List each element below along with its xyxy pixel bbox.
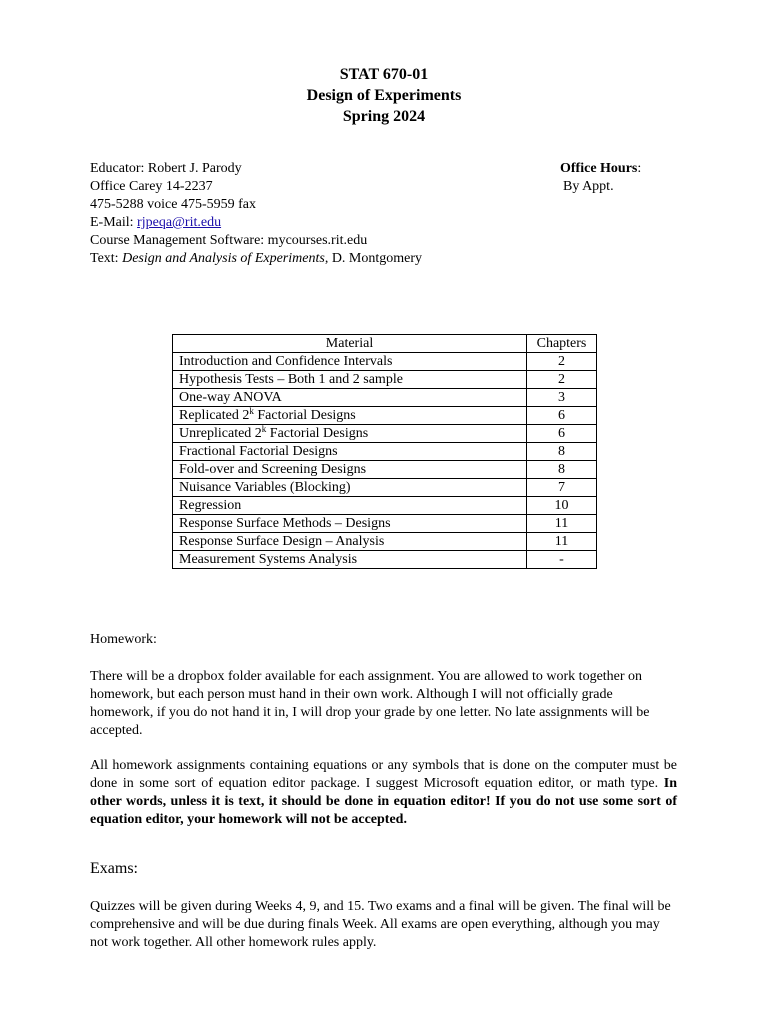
textbook-title: Design and Analysis of Experiments: [122, 251, 325, 266]
cell-chapters: 11: [527, 533, 597, 551]
cell-material: Measurement Systems Analysis: [173, 551, 527, 569]
office-hours-label: Office Hours: [560, 161, 638, 176]
equations-emphasis: In other words, unless it is text, it should be done in equation editor! If you do not use some sort of equation editor, your homework will not be accepted.: [90, 776, 677, 827]
cell-material: [173, 425, 527, 443]
exams-paragraph: Quizzes will be given during Weeks 4, 9, and 15. Two exams and a final will be given. The final will be comprehensive and will be due during finals Week. All exams are open everything, although you may not work together. All other homework rules apply.: [90, 899, 671, 950]
table-row: [173, 515, 597, 533]
material-text: Factorial Designs: [266, 426, 369, 441]
office-hours-value: By Appt.: [563, 179, 614, 194]
course-info: [90, 160, 570, 268]
educator-line: [90, 160, 570, 178]
table-row: [173, 407, 597, 425]
email-label: E-Mail:: [90, 215, 134, 230]
course-code: STAT 670-01: [339, 66, 429, 83]
homework-paragraph-dropbox: There will be a dropbox folder available for each assignment. You are allowed to work together on homework, but each person must hand in their own work. Although I will not officially grade homework, if you do not hand it in, I will drop your grade by one letter. No late assignments will be accepted.: [90, 669, 650, 738]
cell-chapters: 2: [527, 353, 597, 371]
cell-material: One-way ANOVA: [173, 389, 527, 407]
table-header-row: [173, 335, 597, 353]
table-row: [173, 353, 597, 371]
table-row: [173, 461, 597, 479]
cell-material: Hypothesis Tests – Both 1 and 2 sample: [173, 371, 527, 389]
course-term: Spring 2024: [342, 108, 426, 125]
cell-material: Fractional Factorial Designs: [173, 443, 527, 461]
cell-chapters: 7: [527, 479, 597, 497]
header-chapters: Chapters: [527, 335, 597, 353]
header-material: Material: [173, 335, 527, 353]
material-text: Unreplicated 2: [179, 426, 262, 441]
cell-chapters: 8: [527, 461, 597, 479]
textbook-author: , D. Montgomery: [324, 251, 423, 266]
equations-text: All homework assignments containing equations or any symbols that is done on the computer must be done in some sort of equation editor package. I suggest Microsoft equation editor, or math type.: [90, 758, 677, 791]
material-text: Factorial Designs: [253, 408, 356, 423]
cell-chapters: 2: [527, 371, 597, 389]
textbook-line: [90, 250, 570, 268]
exams-heading: Exams:: [90, 860, 138, 877]
table-row: [173, 425, 597, 443]
table-row: [173, 479, 597, 497]
cell-material: Introduction and Confidence Intervals: [173, 353, 527, 371]
office-hours-heading: [560, 160, 720, 178]
homework-heading: Homework:: [90, 632, 157, 647]
email-link[interactable]: rjpeqa@rit.edu: [137, 215, 222, 230]
homework-paragraph-equations: [90, 757, 677, 829]
course-management-software: Course Management Software: mycourses.rit.edu: [90, 233, 368, 248]
table-row: [173, 443, 597, 461]
course-name: Design of Experiments: [306, 87, 462, 104]
cell-chapters: -: [527, 551, 597, 569]
title-block: [0, 64, 768, 127]
table-row: [173, 389, 597, 407]
table-row: [173, 551, 597, 569]
cell-material: Fold-over and Screening Designs: [173, 461, 527, 479]
table-row: [173, 497, 597, 515]
email-line: [90, 214, 570, 232]
superscript: k: [261, 424, 267, 434]
table-row: [173, 371, 597, 389]
material-table: [172, 334, 597, 569]
phone-numbers: 475-5288 voice 475-5959 fax: [90, 197, 257, 212]
office-hours-colon: :: [637, 161, 642, 176]
office-hours: [560, 160, 720, 196]
cell-chapters: 8: [527, 443, 597, 461]
cell-chapters: 6: [527, 425, 597, 443]
superscript: k: [249, 406, 254, 416]
office-location: Office Carey 14-2237: [90, 179, 213, 194]
cell-material: Response Surface Methods – Designs: [173, 515, 527, 533]
table-row: [173, 533, 597, 551]
material-text: Replicated 2: [179, 408, 250, 423]
cell-chapters: 3: [527, 389, 597, 407]
cell-material: Regression: [173, 497, 527, 515]
educator-name: Robert J. Parody: [147, 161, 242, 176]
textbook-label: Text:: [90, 251, 119, 266]
cell-chapters: 10: [527, 497, 597, 515]
cell-material: [173, 407, 527, 425]
cell-chapters: 11: [527, 515, 597, 533]
educator-label: Educator:: [90, 161, 145, 176]
cell-chapters: 6: [527, 407, 597, 425]
cell-material: Nuisance Variables (Blocking): [173, 479, 527, 497]
cell-material: Response Surface Design – Analysis: [173, 533, 527, 551]
